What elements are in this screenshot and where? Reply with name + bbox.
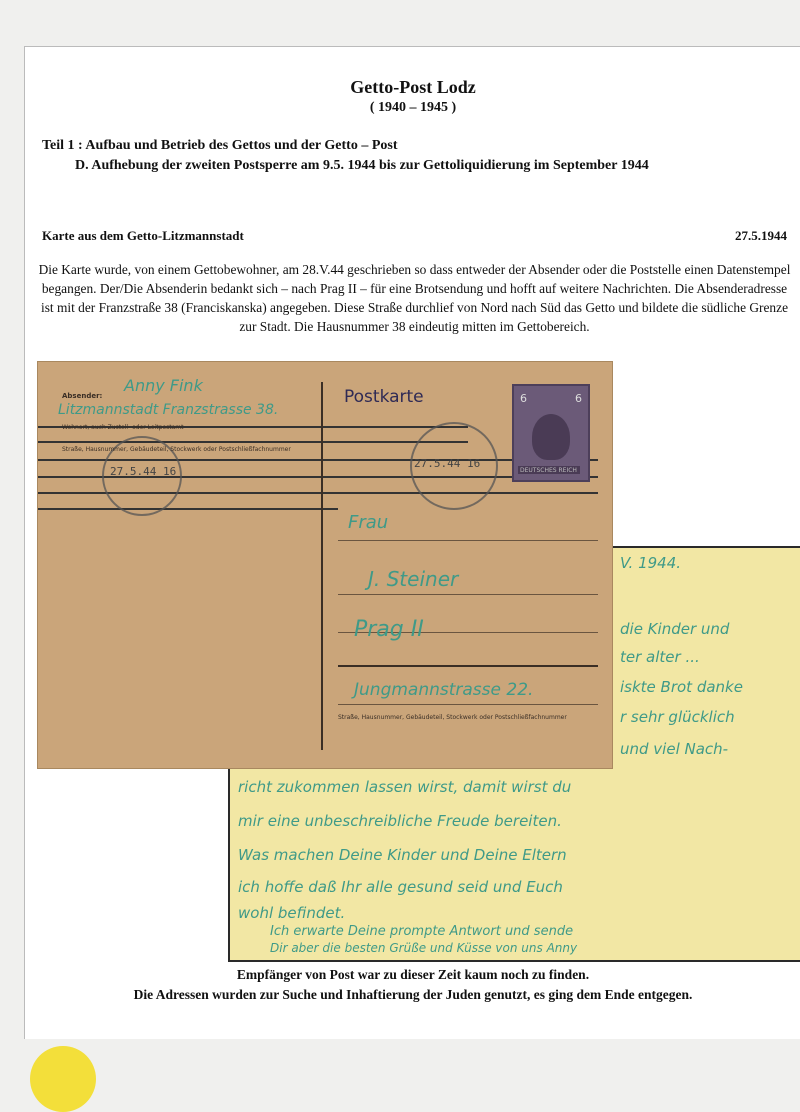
letter-line: iskte Brot danke — [620, 678, 743, 696]
postkarte-heading: Postkarte — [344, 387, 424, 407]
part-heading: Teil 1 : Aufbau und Betrieb des Gettos und der Getto – Post — [42, 138, 398, 153]
letter-line: Ich erwarte Deine prompte Antwort und sende — [270, 924, 574, 939]
address-line — [338, 594, 598, 595]
address-line — [338, 540, 598, 541]
cancel-bar — [38, 508, 338, 510]
recipient-line-4: Jungmannstrasse 22. — [354, 680, 534, 700]
postmark-right-date: 27.5.44 16 — [414, 457, 481, 470]
cancel-bar — [38, 441, 468, 443]
letter-line: ter alter ... — [620, 648, 700, 666]
letter-line: die Kinder und — [620, 620, 730, 638]
card-divider — [321, 382, 323, 750]
footer-line-1: Empfänger von Post war zu dieser Zeit kaum noch zu finden. — [236, 967, 590, 982]
yellow-corner-dot — [30, 1046, 96, 1112]
recipient-line-1: Frau — [348, 512, 389, 533]
letter-line: wohl befindet. — [238, 904, 346, 922]
item-caption: Karte aus dem Getto-Litzmannstadt — [42, 228, 244, 243]
section-heading: D. Aufhebung der zweiten Postsperre am 9.5. 1944 bis zur Gettoliquidierung im September 1944 — [75, 158, 649, 173]
stamp-value: 6 — [575, 392, 582, 405]
stamp-country: DEUTSCHES REICH — [520, 467, 577, 474]
bottom-address-label: Straße, Hausnummer, Gebäudeteil, Stockwerk oder Postschließfachnummer — [338, 714, 567, 721]
stamp-value: 6 — [520, 392, 527, 405]
portrait-icon — [532, 414, 570, 460]
letter-line: Was machen Deine Kinder und Deine Eltern — [238, 846, 567, 864]
absender-label: Absender: — [62, 392, 103, 400]
sender-name: Anny Fink — [124, 376, 203, 395]
letter-line: Dir aber die besten Grüße und Küsse von uns Anny — [270, 941, 578, 955]
wohnort-label: Wohnort, auch Zustell- oder Leitpostamt — [62, 424, 184, 431]
postage-stamp — [512, 384, 590, 482]
footer-line-2: Die Adressen wurden zur Suche und Inhaftierung der Juden genutzt, es ging dem Ende entgegen. — [133, 987, 693, 1002]
footer-note — [25, 965, 800, 1005]
postcard-front-image — [38, 362, 612, 768]
letter-line: und viel Nach- — [620, 740, 729, 758]
item-description: Die Karte wurde, von einem Gettobewohner, am 28.V.44 geschrieben so dass entweder der Absender oder die Poststelle einen Datenstempel begangen. Der/Die Absenderin bedankt sich – nach Prag II – für eine Brotsendung und hofft auf weitere Nachrichten. Die Absenderadresse ist mit der Franzstraße 38 (Franciskanska) angegeben. Diese Straße durchlief von Nord nach Süd das Getto und bildete die südliche Grenze zur Stadt. Die Hausnummer 38 eindeutig mitten im Gettobereich. — [38, 262, 791, 334]
page-years: ( 1940 – 1945 ) — [369, 100, 457, 115]
letter-line: mir eine unbeschreibliche Freude bereiten. — [238, 812, 562, 830]
postmark-left-date: 27.5.44 16 — [110, 465, 177, 478]
recipient-line-3: Prag II — [354, 617, 424, 642]
recipient-line-2: J. Steiner — [368, 567, 459, 591]
strasse-label: Straße, Hausnummer, Gebäudeteil, Stockwerk oder Postschließfachnummer — [62, 446, 291, 453]
sender-street: Litzmannstadt Franzstrasse 38. — [58, 402, 279, 418]
letter-line: r sehr glücklich — [620, 708, 735, 726]
letter-line: V. 1944. — [620, 554, 682, 572]
item-date: 27.5.1944 — [735, 228, 787, 243]
address-line — [338, 665, 598, 667]
letter-line: ich hoffe daß Ihr alle gesund seid und Euch — [238, 878, 563, 896]
letter-line: richt zukommen lassen wirst, damit wirst du — [238, 778, 572, 796]
address-line — [338, 704, 598, 705]
page-title: Getto-Post Lodz — [350, 77, 476, 97]
